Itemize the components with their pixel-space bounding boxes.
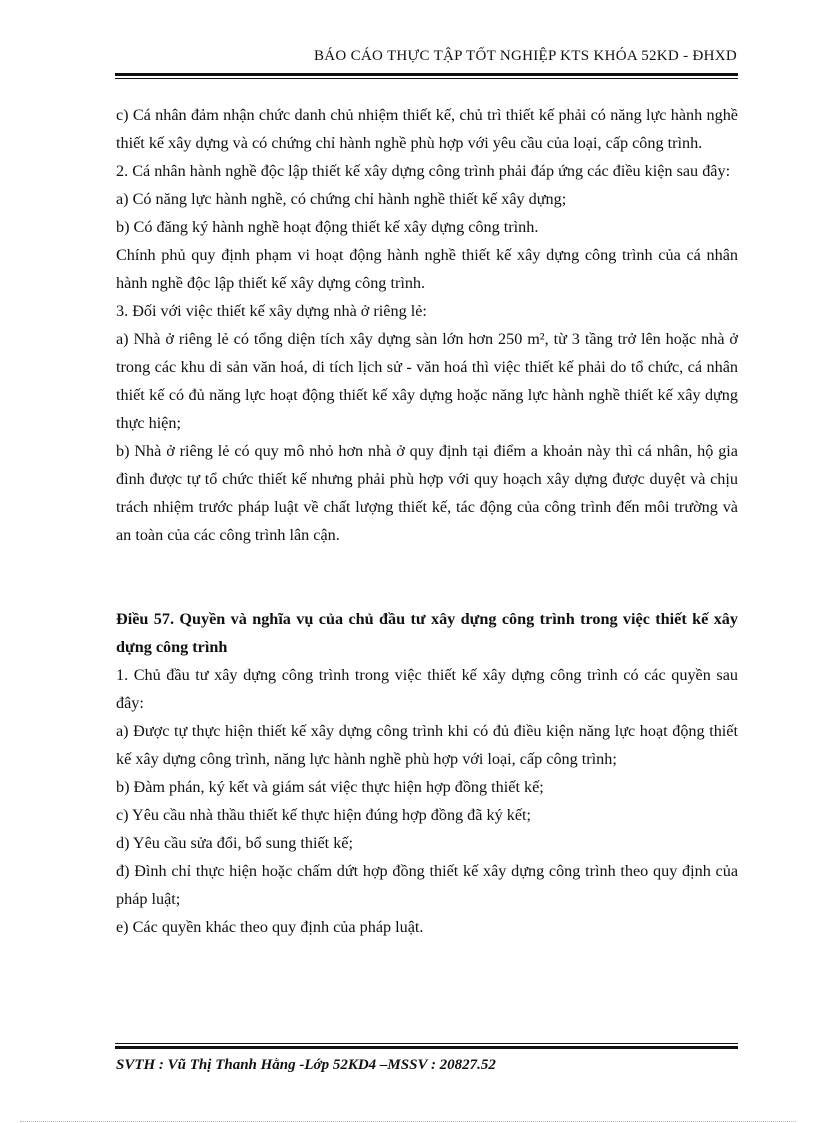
paragraph: b) Nhà ở riêng lẻ có quy mô nhỏ hơn nhà ở quy định tại điểm a khoản này thì cá nhân, hộ gia đình được tự tổ chức thiết kế nhưng phải phù hợp với quy hoạch xây dựng được duyệt và chịu trách nhiệm trước pháp luật về chất lượng thiết kế, tác động của công trình đến môi trường và an toàn của các công trình lân cận. <box>116 442 738 544</box>
paragraph: a) Nhà ở riêng lẻ có tổng diện tích xây dựng sàn lớn hơn 250 m², từ 3 tầng trở lên hoặc nhà ở trong các khu di sản văn hoá, di tích lịch sử - văn hoá thì việc thiết kế phải do tổ chức, cá nhân thiết kế có đủ năng lực hoạt động thiết kế xây dựng hoặc năng lực hành nghề thiết kế xây dựng thực hiện; <box>116 330 738 432</box>
paragraph: a) Có năng lực hành nghề, có chứng chỉ hành nghề thiết kế xây dựng; <box>116 190 567 208</box>
paragraph: 3. Đối với việc thiết kế xây dựng nhà ở riêng lẻ: <box>116 302 427 320</box>
article-heading: Điều 57. Quyền và nghĩa vụ của chủ đầu tư xây dựng công trình trong việc thiết kế xây dựng công trình <box>116 610 738 656</box>
paragraph: a) Được tự thực hiện thiết kế xây dựng công trình khi có đủ điều kiện năng lực hoạt động thiết kế xây dựng công trình, năng lực hành nghề phù hợp với loại, cấp công trình; <box>116 722 738 768</box>
paragraph: d) Yêu cầu sửa đổi, bổ sung thiết kế; <box>116 834 353 852</box>
paragraph: e) Các quyền khác theo quy định của pháp luật. <box>116 918 424 936</box>
paragraph: đ) Đình chỉ thực hiện hoặc chấm dứt hợp đồng thiết kế xây dựng công trình theo quy định của pháp luật; <box>116 862 738 908</box>
paragraph: b) Có đăng ký hành nghề hoạt động thiết kế xây dựng công trình. <box>116 218 539 236</box>
paragraph: c) Cá nhân đảm nhận chức danh chủ nhiệm thiết kế, chủ trì thiết kế phải có năng lực hành nghề thiết kế xây dựng và có chứng chỉ hành nghề phù hợp với yêu cầu của loại, cấp công trình. <box>116 106 738 152</box>
page-edge-border <box>20 1121 796 1122</box>
paragraph: 2. Cá nhân hành nghề độc lập thiết kế xây dựng công trình phải đáp ứng các điều kiện sau đây: <box>116 162 731 180</box>
paragraph: c) Yêu cầu nhà thầu thiết kế thực hiện đúng hợp đồng đã ký kết; <box>116 806 532 824</box>
header-rule-thin <box>115 78 738 79</box>
page-header: BÁO CÁO THỰC TẬP TỐT NGHIỆP KTS KHÓA 52KD - ĐHXD <box>313 48 737 64</box>
footer-rule <box>115 1046 738 1049</box>
section-spacer <box>116 549 738 605</box>
header-rule <box>115 73 738 76</box>
paragraph: 1. Chủ đầu tư xây dựng công trình trong việc thiết kế xây dựng công trình có các quyền sau đây: <box>116 666 738 712</box>
footer-rule-thin <box>115 1043 738 1044</box>
paragraph: b) Đàm phán, ký kết và giám sát việc thực hiện hợp đồng thiết kế; <box>116 778 544 796</box>
page-footer: SVTH : Vũ Thị Thanh Hằng -Lớp 52KD4 –MSSV : 20827.52 <box>116 1057 496 1073</box>
paragraph: Chính phủ quy định phạm vi hoạt động hành nghề thiết kế xây dựng công trình của cá nhân hành nghề độc lập thiết kế xây dựng công trình. <box>116 246 738 292</box>
document-body <box>116 101 738 941</box>
